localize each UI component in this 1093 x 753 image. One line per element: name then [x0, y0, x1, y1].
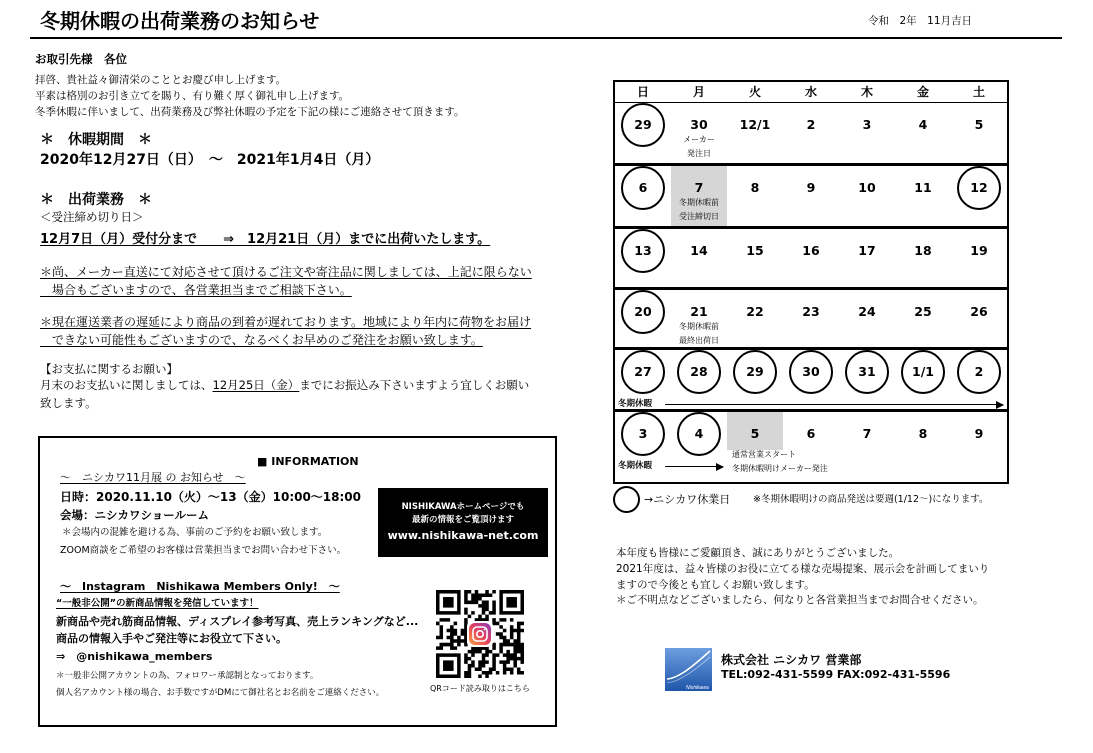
calendar-day-number: 16 — [802, 243, 820, 258]
closing-line: 2021年度は、益々皆様のお役に立てる様な売場提案、展示会を計画してまいり — [616, 563, 990, 575]
closing-line: ますので今後とも宜しくお願い致します。 — [616, 579, 815, 591]
calendar-week-row — [615, 409, 1007, 482]
website-banner — [378, 488, 548, 557]
exhibition-venue: 会場：ニシカワショールーム — [60, 508, 210, 522]
website-banner-text: NISHIKAWAホームページでも — [401, 502, 525, 512]
instagram-title: ～ Instagram Nishikawa Members Only! ～ — [60, 580, 340, 593]
calendar-day-number: 30 — [690, 117, 708, 132]
weekday-label: 月 — [692, 85, 705, 99]
calendar-week-row — [615, 163, 1007, 226]
weekday-label: 火 — [748, 85, 761, 99]
calendar-day-number: 29 — [746, 364, 764, 379]
calendar-day-cell — [895, 290, 951, 347]
calendar-day-number: 31 — [858, 364, 876, 379]
calendar-day-number: 2 — [806, 117, 816, 132]
calendar-day-cell — [727, 166, 783, 226]
calendar-day-number: 29 — [634, 117, 652, 132]
calendar-day-number: 7 — [862, 426, 872, 441]
instagram-note: 個人名アカウント様の場合、お手数ですがDMにて御社名とお名前をご連絡ください。 — [56, 688, 385, 698]
payment-text: までにお振込み下さいますよう宜しくお願い — [299, 378, 530, 392]
calendar-day-cell — [951, 103, 1007, 163]
calendar-day-number: 28 — [690, 364, 708, 379]
calendar-day-number: 5 — [750, 426, 760, 441]
closing-line: 本年度も皆様にご愛顧頂き、誠にありがとうございました。 — [616, 547, 900, 559]
exhibition-note: ＊会場内の混雑を避ける為、事前のご予約をお願い致します。 — [62, 527, 328, 538]
calendar-day-cell — [839, 290, 895, 347]
calendar-day-number: 6 — [638, 180, 648, 195]
greeting-line: 平素は格別のお引き立てを賜り、有り難く厚く御礼申し上げます。 — [35, 90, 350, 102]
calendar-day-cell — [895, 412, 951, 482]
calendar-day-cell — [727, 290, 783, 347]
calendar-day-cell — [783, 290, 839, 347]
calendar-day-number: 12/1 — [739, 117, 771, 132]
calendar-day-number: 10 — [858, 180, 876, 195]
calendar-day-number: 8 — [750, 180, 760, 195]
weekday-label: 日 — [636, 85, 649, 99]
exhibition-note: ZOOM商談をご希望のお客様は営業担当までお問い合わせ下さい。 — [60, 545, 347, 556]
calendar-day-cell — [615, 103, 671, 163]
calendar-week-row — [615, 347, 1007, 409]
calendar-day-number: 30 — [802, 364, 820, 379]
calendar-day-cell — [783, 166, 839, 226]
calendar-day-cell — [783, 412, 839, 482]
calendar-day-cell — [727, 103, 783, 163]
weekday-label: 土 — [972, 85, 985, 99]
calendar-day-cell — [615, 229, 671, 287]
calendar-day-cell — [839, 229, 895, 287]
payment-heading: 【お支払に関するお願い】 — [40, 362, 178, 376]
calendar-day-note: 発注日 — [687, 149, 711, 158]
calendar-day-cell — [671, 103, 727, 163]
calendar-day-number: 8 — [918, 426, 928, 441]
order-deadline-label: ＜受注締め切り日＞ — [40, 210, 144, 224]
calendar-day-cell — [839, 350, 895, 409]
qr-caption: QRコード読み取りはこちら — [430, 684, 530, 693]
shipping-heading: ＊ 出荷業務 ＊ — [40, 192, 152, 208]
calendar-day-cell — [783, 350, 839, 409]
greeting-line: 冬季休暇に伴いまして、出荷業務及び弊社休暇の予定を下記の様にご連絡させて頂きます。 — [35, 106, 465, 118]
company-contact: TEL:092-431-5599 FAX:092-431-5596 — [721, 668, 951, 681]
weekday-label: 木 — [860, 85, 873, 99]
information-heading: ■ INFORMATION — [257, 455, 359, 468]
calendar-day-cell — [839, 412, 895, 482]
calendar-day-number: 6 — [806, 426, 816, 441]
exhibition-datetime: 日時：2020.11.10（火）～13（金）10:00～18:00 — [60, 490, 362, 504]
calendar-day-note: 最終出荷日 — [679, 336, 719, 345]
calendar-day-note: メーカー — [683, 135, 715, 144]
holiday-legend-circle — [613, 486, 640, 513]
weekday-label: 金 — [916, 85, 929, 99]
calendar-day-cell — [895, 350, 951, 409]
calendar-day-number: 7 — [694, 180, 704, 195]
calendar-day-cell — [895, 166, 951, 226]
calendar-day-cell — [895, 229, 951, 287]
calendar-week-row — [615, 103, 1007, 163]
holiday-legend-label: →ニシカワ休業日 — [644, 493, 731, 506]
calendar-day-number: 5 — [974, 117, 984, 132]
holiday-band-arrow — [665, 404, 1003, 405]
calendar-day-number: 3 — [862, 117, 872, 132]
calendar-day-number: 9 — [974, 426, 984, 441]
calendar-day-number: 2 — [974, 364, 984, 379]
calendar-day-number: 18 — [914, 243, 932, 258]
website-banner-text: 最新の情報をご覧頂けます — [411, 515, 514, 525]
qr-code — [436, 590, 524, 678]
calendar-day-number: 17 — [858, 243, 876, 258]
calendar-day-number: 27 — [634, 364, 652, 379]
calendar-day-number: 20 — [634, 304, 652, 319]
calendar-day-cell — [951, 412, 1007, 482]
instagram-body: 新商品や売れ筋商品情報、ディスプレイ参考写真、売上ランキングなど... — [56, 615, 419, 628]
addressee: お取引先様 各位 — [35, 52, 127, 66]
company-name: 株式会社 ニシカワ 営業部 — [721, 653, 862, 667]
exhibition-title: ～ ニシカワ11月展 の お知らせ ～ — [60, 471, 246, 484]
holiday-band-label: 冬期休暇 — [618, 399, 653, 409]
calendar-day-number: 25 — [914, 304, 932, 319]
calendar-day-number: 26 — [970, 304, 988, 319]
calendar-day-cell — [727, 229, 783, 287]
calendar-day-number: 3 — [638, 426, 648, 441]
calendar-day-note: 受注締切日 — [679, 212, 719, 221]
calendar-day-cell — [783, 103, 839, 163]
shipping-resume-note: ※冬期休暇明けの商品発送は要週(1/12～)になります。 — [753, 494, 989, 505]
payment-line: 致します。 — [40, 396, 97, 410]
calendar-day-number: 11 — [914, 180, 932, 195]
calendar-day-cell — [727, 350, 783, 409]
calendar-day-cell — [671, 350, 727, 409]
calendar-day-note: 冬期休暇明けメーカー発注 — [732, 464, 828, 473]
issue-date: 令和 2年 11月吉日 — [868, 15, 973, 27]
instagram-tagline: “一般非公開”の新商品情報を発信しています！ — [56, 598, 259, 609]
instagram-icon — [467, 621, 493, 647]
calendar-day-cell — [951, 290, 1007, 347]
instagram-note: ＊一般非公開アカウントの為、フォロワー承認制となっております。 — [56, 671, 319, 681]
weekday-label: 水 — [804, 85, 817, 99]
calendar-day-note: 通常営業スタート — [732, 450, 796, 459]
calendar-day-cell — [671, 290, 727, 347]
calendar-day-number: 15 — [746, 243, 764, 258]
closing-line: ＊ご不明点などございましたら、何なりと各営業担当までお問合せください。 — [616, 594, 984, 606]
note-line: 場合もございますので、各営業担当までご相談下さい。 — [40, 283, 352, 297]
calendar-day-number: 22 — [746, 304, 764, 319]
calendar-day-cell — [727, 412, 828, 482]
calendar-day-note: 冬期休暇前 — [679, 198, 719, 207]
calendar-day-cell — [671, 412, 727, 482]
calendar-day-cell — [615, 166, 671, 226]
calendar-day-cell — [615, 412, 671, 482]
calendar-weekday-header — [615, 82, 1007, 103]
logo-lettering: Nishikawa — [686, 685, 709, 691]
information-box — [38, 436, 557, 727]
calendar-weeks — [615, 103, 1007, 482]
title-divider — [30, 37, 1062, 39]
calendar-day-number: 1/1 — [912, 364, 934, 379]
instagram-account: ⇒ @nishikawa_members — [56, 650, 213, 663]
calendar-day-note: 冬期休暇前 — [679, 322, 719, 331]
calendar-day-number: 21 — [690, 304, 708, 319]
calendar-day-number: 23 — [802, 304, 820, 319]
page-title: 冬期休暇の出荷業務のお知らせ — [40, 9, 320, 33]
calendar-day-cell — [951, 166, 1007, 226]
holiday-band-arrow — [665, 466, 723, 467]
calendar-day-cell — [671, 229, 727, 287]
payment-line — [40, 379, 529, 393]
calendar-day-cell — [671, 166, 727, 226]
calendar-day-number: 14 — [690, 243, 708, 258]
calendar-day-number: 9 — [806, 180, 816, 195]
holiday-band-label: 冬期休暇 — [618, 461, 653, 471]
calendar-day-number: 4 — [694, 426, 704, 441]
calendar-day-number: 12 — [970, 180, 988, 195]
calendar-week-row — [615, 226, 1007, 287]
holiday-period-dates: 2020年12月27日（日） ～ 2021年1月4日（月） — [40, 152, 380, 168]
instagram-body: 商品の情報入手やご発注等にお役立て下さい。 — [56, 632, 287, 645]
payment-text: 月末のお支払いに関しましては、 — [40, 378, 213, 392]
calendar-day-cell — [783, 229, 839, 287]
greeting-line: 拝啓、貴社益々御清栄のこととお慶び申し上げます。 — [35, 74, 287, 86]
calendar-day-cell — [615, 290, 671, 347]
order-deadline-text: 12月7日（月）受付分まで ⇒ 12月21日（月）までに出荷いたします。 — [40, 232, 491, 247]
calendar-day-cell — [895, 103, 951, 163]
holiday-calendar — [613, 80, 1009, 484]
note-line: できない可能性もございますので、なるべくお早めのご発注をお願い致します。 — [40, 333, 483, 347]
calendar-day-cell — [839, 103, 895, 163]
calendar-day-number: 24 — [858, 304, 876, 319]
calendar-week-row — [615, 287, 1007, 347]
nishikawa-logo — [665, 648, 712, 691]
calendar-day-cell — [951, 229, 1007, 287]
note-line: ＊現在運送業者の遅延により商品の到着が遅れております。地域により年内に荷物をお届け — [40, 315, 532, 329]
calendar-day-cell — [839, 166, 895, 226]
website-url: www.nishikawa-net.com — [387, 529, 539, 542]
holiday-period-heading: ＊ 休暇期間 ＊ — [40, 132, 152, 148]
calendar-day-number: 4 — [918, 117, 928, 132]
calendar-day-number: 19 — [970, 243, 988, 258]
note-line: ＊尚、メーカー直送にて対応させて頂けるご注文や寄注品に関しましては、上記に限らない — [40, 265, 532, 279]
calendar-day-number: 13 — [634, 243, 652, 258]
payment-due-date: 12月25日（金） — [212, 378, 300, 392]
